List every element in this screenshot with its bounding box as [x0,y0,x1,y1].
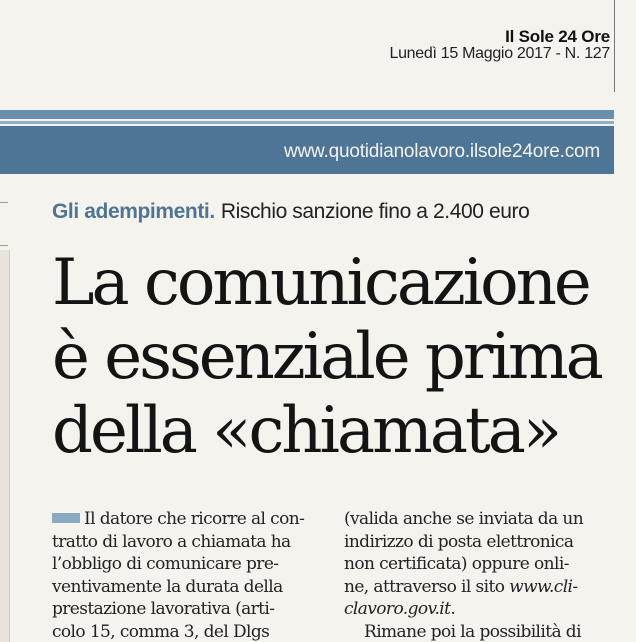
headline-line: La comunicazione [52,246,589,320]
kicker [52,200,529,224]
article-line: ventivamente la durata della [52,576,283,597]
article-line-text: Il datore che ricorre al con- [84,509,305,529]
left-edge-rule [0,202,8,203]
article-line: colo 15, comma 3, del Dlgs [52,621,270,642]
issue-date: Lunedì 15 Maggio 2017 - N. 127 [389,44,610,62]
article-line: Rimane poi la possibilità di [364,621,581,642]
article-line [344,576,583,599]
paragraph-marker [52,513,80,523]
article-line-text: ne, attraverso il sito [344,576,510,597]
article-line: tratto di lavoro a chiamata ha [52,531,291,552]
masthead [389,28,610,63]
article-column-1 [52,508,304,642]
masthead-vertical-rule [614,0,615,92]
paper-name: Il Sole 24 Ore [505,27,610,46]
kicker-text: Rischio sanzione fino a 2.400 euro [220,200,530,223]
article-line: indirizzo di posta elettronica [344,531,574,552]
headline-line: della «chiamata» [52,394,559,468]
kicker-label: Gli adempimenti. [52,200,215,223]
article-line [344,598,583,621]
article-line [52,508,304,531]
section-band-top-stripe [0,110,614,119]
article-line: non certificata) oppure onli- [344,554,569,575]
article-url-text: clavoro.gov.it [344,599,451,620]
section-band-thin-stripe [0,121,614,124]
article-line: l’obbligo di comunicare pre- [52,554,279,575]
article-line-text: . [450,599,456,620]
left-edge-rule [0,245,8,246]
article-url-text: www.cli- [509,576,578,597]
article-line: prestazione lavorativa (arti- [52,599,275,620]
headline [52,246,632,468]
article-line: (valida anche se inviata da un [344,509,584,529]
article-column-2 [344,508,583,642]
adjacent-column-strip [0,250,10,642]
section-band [0,126,614,174]
headline-line: è essenziale prima [52,320,601,394]
section-url-link[interactable]: www.quotidianolavoro.ilsole24ore.com [284,141,600,162]
